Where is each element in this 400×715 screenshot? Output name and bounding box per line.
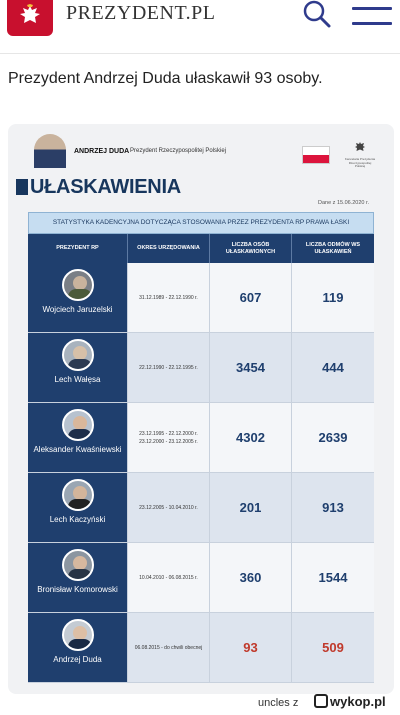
table-row xyxy=(28,473,374,543)
president-name: Aleksander Kwaśniewski xyxy=(33,445,122,454)
pardoned-count: 3454 xyxy=(210,333,292,403)
refused-count: 913 xyxy=(292,473,374,543)
pardoned-count: 607 xyxy=(210,263,292,333)
site-title[interactable]: PREZYDENT.PL xyxy=(66,2,216,24)
president-name: Andrzej Duda xyxy=(53,655,102,664)
president-name: Bronisław Komorowski xyxy=(37,585,118,594)
table-row xyxy=(28,263,374,333)
table-header xyxy=(28,234,374,263)
chancellery-seal xyxy=(344,140,376,166)
hamburger-menu-icon-line xyxy=(352,22,392,25)
president-portrait xyxy=(62,269,94,301)
president-portrait xyxy=(62,549,94,581)
site-header xyxy=(0,0,400,54)
president-cell xyxy=(28,613,128,683)
data-date: Dane z 15.06.2020 r. xyxy=(318,200,370,206)
statistics-banner: STATYSTYKA KADENCYJNA DOTYCZĄCA STOSOWANIA PRZEZ PREZYDENTA RP PRAWA ŁASKI xyxy=(28,212,374,234)
eagle-icon xyxy=(19,4,41,28)
president-role: Prezydent Rzeczypospolitej Polskiej xyxy=(130,148,227,154)
infographic-title: UŁASKAWIENIA xyxy=(30,176,181,198)
column-header-refused: LICZBA ODMÓW WS UŁASKAWIEŃ xyxy=(305,241,361,255)
column-header-president: PREZYDENT RP xyxy=(28,234,128,263)
president-portrait xyxy=(62,339,94,371)
hamburger-menu-icon-line xyxy=(352,7,392,10)
president-portrait xyxy=(62,479,94,511)
pardoned-count: 93 xyxy=(210,613,292,683)
president-portrait xyxy=(62,619,94,651)
period-cell: 22.12.1990 - 22.12.1995 r. xyxy=(128,333,210,403)
article-lead: Prezydent Andrzej Duda ułaskawił 93 osoby. xyxy=(8,70,323,87)
polish-eagle-emblem-icon[interactable] xyxy=(7,0,53,36)
president-name: Wojciech Jaruzelski xyxy=(42,305,113,314)
eagle-seal-icon xyxy=(354,141,366,153)
president-cell xyxy=(28,403,128,473)
table-row xyxy=(28,613,374,683)
period-cell: 23.12.2005 - 10.04.2010 r. xyxy=(128,473,210,543)
seal-text: Kancelaria Prezydenta Rzeczypospolitej Polskiej xyxy=(344,157,376,168)
infographic-header xyxy=(16,134,386,168)
president-cell xyxy=(28,263,128,333)
refused-count: 509 xyxy=(292,613,374,683)
period-cell: 23.12.1995 - 22.12.2000 r. 23.12.2000 - 23.12.2005 r. xyxy=(128,403,210,473)
polish-flag-icon xyxy=(302,146,330,164)
president-photo xyxy=(34,134,66,168)
president-portrait xyxy=(62,409,94,441)
search-icon xyxy=(300,0,334,30)
wykop-badge-icon xyxy=(314,694,328,708)
president-cell xyxy=(28,543,128,613)
table-row xyxy=(28,403,374,473)
hamburger-menu-button[interactable] xyxy=(352,4,392,28)
heading-accent xyxy=(16,179,28,195)
refused-count: 1544 xyxy=(292,543,374,613)
pardons-table xyxy=(28,234,374,680)
author-credit[interactable]: uncles z xyxy=(258,697,299,709)
wykop-logo[interactable] xyxy=(314,694,398,712)
president-cell xyxy=(28,333,128,403)
pardoned-count: 360 xyxy=(210,543,292,613)
refused-count: 119 xyxy=(292,263,374,333)
president-name: ANDRZEJ DUDA xyxy=(74,148,130,155)
period-cell: 31.12.1989 - 22.12.1990 r. xyxy=(128,263,210,333)
president-name: Lech Kaczyński xyxy=(49,515,106,524)
period-cell: 10.04.2010 - 06.08.2015 r. xyxy=(128,543,210,613)
pardons-infographic[interactable] xyxy=(8,124,394,694)
refused-count: 2639 xyxy=(292,403,374,473)
pardoned-count: 4302 xyxy=(210,403,292,473)
table-row xyxy=(28,333,374,403)
period-cell: 06.08.2015 - do chwili obecnej xyxy=(128,613,210,683)
wykop-logo-text: wykop.pl xyxy=(330,694,386,709)
column-header-period: OKRES URZĘDOWANIA xyxy=(128,234,210,263)
search-button[interactable] xyxy=(300,0,334,30)
president-name: Lech Wałęsa xyxy=(54,375,101,384)
pardoned-count: 201 xyxy=(210,473,292,543)
refused-count: 444 xyxy=(292,333,374,403)
column-header-pardoned: LICZBA OSÓB UŁASKAWIONYCH xyxy=(210,234,292,263)
president-cell xyxy=(28,473,128,543)
table-row xyxy=(28,543,374,613)
